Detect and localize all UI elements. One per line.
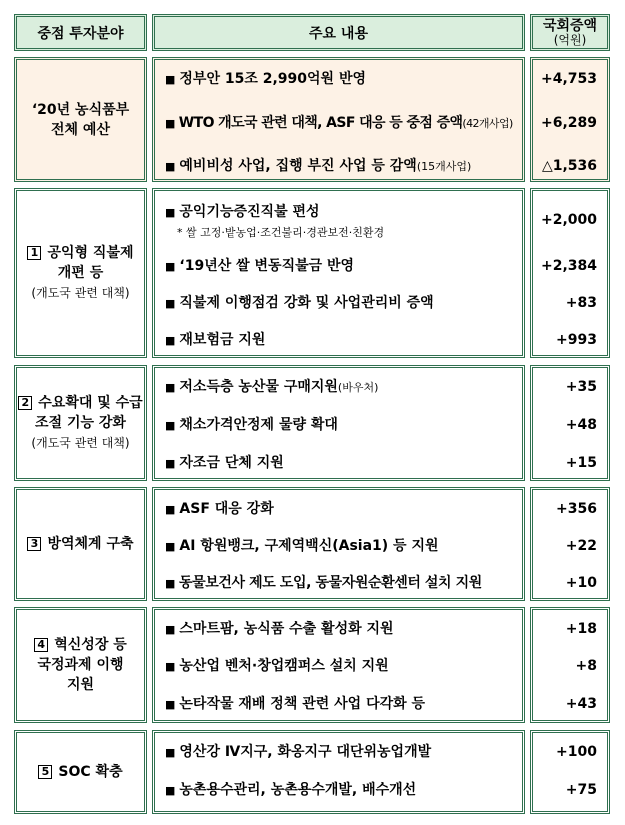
header-amount-unit: (억원)	[553, 32, 587, 47]
content-soc	[152, 730, 525, 814]
category-title-line	[27, 534, 133, 554]
category-quarantine	[14, 487, 147, 601]
bullet: ■	[165, 623, 176, 636]
bullet: ■	[165, 746, 176, 759]
item-text: 채소가격안정제 물량 확대	[179, 417, 338, 433]
list-item	[165, 378, 518, 397]
amount-value: +6,289	[540, 115, 597, 131]
category-number: 1	[27, 246, 41, 260]
content-innovation	[152, 607, 525, 723]
bullet: ■	[165, 260, 176, 273]
item-text: 재보험금 지원	[179, 332, 266, 348]
content-direct-payment	[152, 188, 525, 358]
content-overall	[152, 57, 525, 182]
amounts-soc	[530, 730, 610, 814]
amounts-demand-supply	[530, 365, 610, 481]
category-title-line	[34, 635, 127, 655]
amounts-direct-payment	[530, 188, 610, 358]
category-line: SOC 확충	[58, 764, 123, 780]
item-note: (42개사업)	[462, 117, 513, 130]
header-amount-label: 국회증액	[542, 17, 598, 34]
amount-value: +48	[565, 417, 597, 433]
amount-value: +15	[565, 455, 597, 471]
category-line: 조절 기능 강화	[35, 415, 126, 431]
amounts-quarantine	[530, 487, 610, 601]
category-sub: (개도국 관련 대책)	[31, 286, 130, 300]
amount-value: +8	[575, 658, 597, 674]
list-item	[165, 743, 518, 762]
category-line: 방역체계 구축	[47, 536, 134, 552]
amount-value: +10	[565, 575, 597, 591]
list-item	[165, 500, 518, 519]
amount-value: +43	[565, 696, 597, 712]
category-soc	[14, 730, 147, 814]
category-direct-payment	[14, 188, 147, 358]
category-number: 5	[38, 765, 52, 779]
list-item	[165, 537, 518, 556]
item-text: 농촌용수관리, 농촌용수개발, 배수개선	[179, 782, 417, 798]
category-title-line	[18, 393, 142, 413]
list-item	[165, 331, 518, 350]
item-note: (바우처)	[337, 381, 379, 394]
bullet: ■	[165, 117, 175, 130]
category-line: 공익형 직불제	[47, 245, 134, 261]
category-demand-supply	[14, 365, 147, 481]
category-line: 수요확대 및 수급	[38, 395, 143, 411]
bullet: ■	[165, 660, 176, 673]
header-content	[152, 14, 525, 51]
bullet: ■	[165, 297, 176, 310]
list-item	[165, 114, 518, 133]
amount-value: +4,753	[540, 71, 597, 87]
list-item	[165, 574, 518, 593]
content-quarantine	[152, 487, 525, 601]
bullet: ■	[165, 381, 176, 394]
item-text: ASF 대응 강화	[179, 501, 274, 517]
amount-value: +35	[565, 379, 597, 395]
amounts-overall	[530, 57, 610, 182]
category-line: ‘20년 농식품부	[31, 101, 130, 118]
amount-value: +75	[565, 782, 597, 798]
item-text: 스마트팜, 농식품 수출 활성화 지원	[179, 621, 394, 637]
item-text: 공익기능증진직불 편성	[179, 204, 320, 220]
item-text: 동물보건사 제도 도입, 동물자원순환센터 설치 지원	[179, 575, 482, 591]
category-line: 지원	[66, 677, 95, 693]
list-item	[165, 294, 518, 313]
category-sub: (개도국 관련 대책)	[31, 436, 130, 450]
category-title-line	[27, 243, 133, 263]
bullet: ■	[165, 784, 176, 797]
list-item	[165, 657, 518, 676]
bullet: ■	[165, 698, 176, 711]
item-text: 영산강 Ⅳ지구, 화옹지구 대단위농업개발	[179, 744, 432, 760]
list-item	[165, 620, 518, 639]
header-content-label: 주요 내용	[309, 25, 368, 42]
bullet: ■	[165, 503, 176, 516]
amount-value: +18	[565, 621, 597, 637]
amount-value: +2,000	[540, 212, 597, 228]
amount-value: +22	[565, 538, 597, 554]
amount-value: +2,384	[540, 258, 597, 274]
category-line: 국정과제 이행	[37, 657, 124, 673]
category-number: 3	[27, 537, 41, 551]
item-text: 저소득층 농산물 구매지원	[179, 379, 338, 395]
header-category-label: 중점 투자분야	[37, 25, 124, 42]
bullet: ■	[165, 419, 176, 432]
list-item	[165, 157, 518, 176]
list-item	[165, 203, 518, 222]
category-line: 개편 등	[57, 265, 104, 281]
item-footnote: * 쌀 고정·밭농업·조건불리·경관보전·친환경	[177, 226, 385, 239]
amounts-innovation	[530, 607, 610, 723]
bullet: ■	[165, 160, 176, 173]
category-innovation	[14, 607, 147, 723]
item-note: (15개사업)	[416, 160, 472, 173]
bullet: ■	[165, 206, 176, 219]
list-item	[165, 257, 518, 276]
item-text: 자조금 단체 지원	[179, 455, 284, 471]
amount-value: +356	[556, 501, 597, 517]
list-item	[165, 70, 518, 89]
bullet: ■	[165, 577, 175, 590]
category-line: 혁신성장 등	[54, 637, 127, 653]
content-demand-supply	[152, 365, 525, 481]
list-item	[165, 454, 518, 473]
list-item	[165, 416, 518, 435]
bullet: ■	[165, 73, 176, 86]
item-text: WTO 개도국 관련 대책, ASF 대응 등 중점 증액	[178, 115, 463, 131]
amount-value: +993	[556, 332, 597, 348]
amount-value: +100	[556, 744, 597, 760]
item-text: 예비비성 사업, 집행 부진 사업 등 감액	[179, 158, 417, 174]
item-text: 농산업 벤처·창업캠퍼스 설치 지원	[179, 658, 389, 674]
header-amount	[530, 14, 610, 51]
category-title-line	[38, 762, 122, 782]
item-text: AI 항원뱅크, 구제역백신(Asia1) 등 지원	[179, 538, 439, 554]
category-overall	[14, 57, 147, 182]
amount-value: +83	[565, 295, 597, 311]
bullet: ■	[165, 540, 176, 553]
bullet: ■	[165, 457, 176, 470]
item-text: 정부안 15조 2,990억원 반영	[179, 71, 366, 87]
amount-value: △1,536	[541, 158, 597, 174]
category-line: 전체 예산	[51, 121, 110, 138]
item-text: ‘19년산 쌀 변동직불금 반영	[179, 258, 355, 274]
category-number: 4	[34, 638, 48, 652]
item-text: 직불제 이행점검 강화 및 사업관리비 증액	[179, 295, 434, 311]
list-item	[165, 781, 518, 800]
bullet: ■	[165, 334, 176, 347]
item-text: 논타작물 재배 정책 관련 사업 다각화 등	[179, 696, 426, 712]
header-category	[14, 14, 147, 51]
category-number: 2	[18, 396, 32, 410]
list-item	[165, 695, 518, 714]
